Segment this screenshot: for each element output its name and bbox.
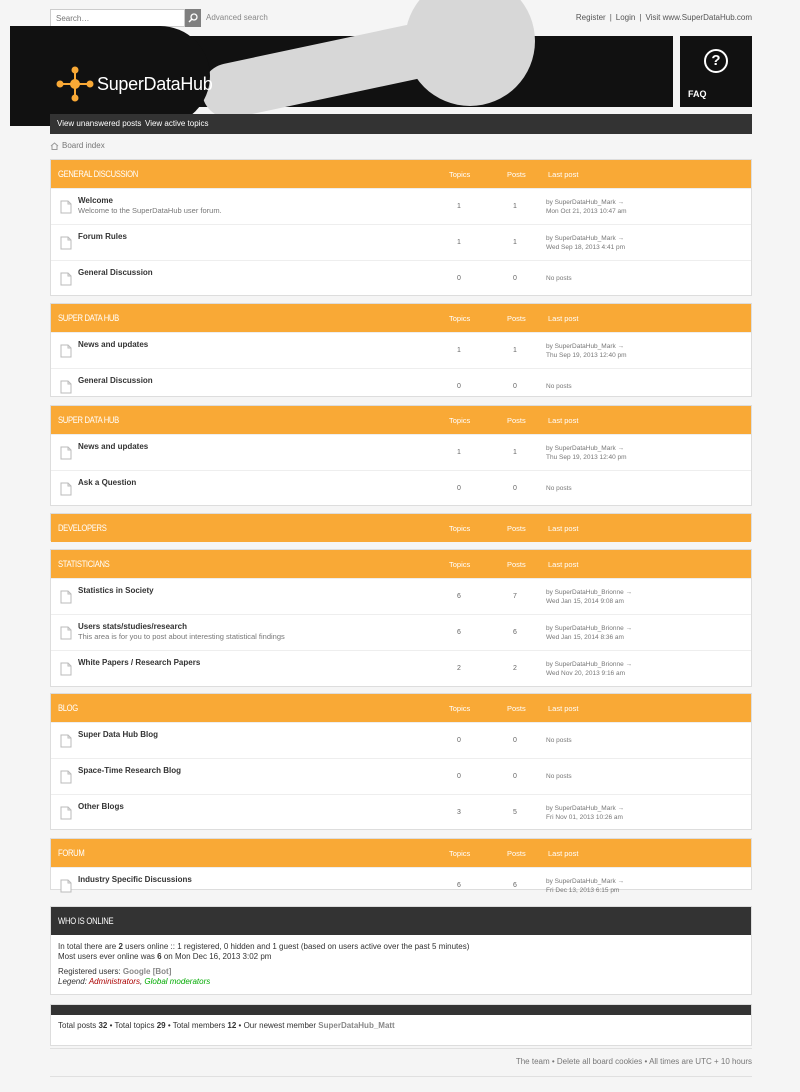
forum-row — [51, 794, 751, 830]
forum-read-icon — [59, 770, 73, 786]
divider — [50, 1076, 752, 1077]
topics-column-header: Topics — [449, 560, 471, 569]
forum-read-icon — [59, 482, 73, 498]
search-button[interactable] — [185, 9, 201, 27]
last-post-date: Wed Jan 15, 2014 9:08 am — [546, 598, 624, 605]
forum-read-icon — [59, 626, 73, 642]
section-header — [51, 514, 751, 542]
online-record: Most users ever online was 6 on Mon Dec 16, 2013 3:02 pm — [58, 952, 272, 961]
forum-title-link[interactable]: Ask a Question — [78, 478, 137, 487]
forum-row — [51, 470, 751, 506]
help-icon: ? — [704, 49, 728, 73]
online-body — [51, 935, 751, 994]
forum-row — [51, 650, 751, 686]
login-link[interactable]: Login — [615, 13, 636, 22]
goto-post-arrow-icon[interactable]: → — [617, 878, 625, 885]
forum-section — [50, 303, 752, 397]
forum-section — [50, 405, 752, 506]
section-title[interactable]: FORUM — [58, 848, 85, 858]
section-title[interactable]: DEVELOPERS — [58, 523, 107, 533]
section-header — [51, 406, 751, 434]
last-post-author[interactable]: by SuperDataHub_Mark → — [546, 805, 625, 812]
section-title[interactable]: SUPER DATA HUB — [58, 313, 119, 323]
who-is-online-panel — [50, 906, 752, 995]
topics-count: 0 — [457, 275, 461, 282]
last-post-author[interactable]: by SuperDataHub_Mark → — [546, 199, 625, 206]
section-title[interactable]: SUPER DATA HUB — [58, 415, 119, 425]
registered-users: Registered users: Google [Bot] — [58, 967, 172, 976]
last-post-author[interactable]: by SuperDataHub_Mark → — [546, 343, 625, 350]
topics-count: 6 — [457, 629, 461, 636]
section-header — [51, 550, 751, 578]
faq-button[interactable] — [680, 36, 752, 107]
forum-section — [50, 693, 752, 830]
forum-title-link[interactable]: News and updates — [78, 340, 149, 349]
section-title[interactable]: GENERAL DISCUSSION — [58, 169, 138, 179]
topics-count: 1 — [457, 449, 461, 456]
goto-post-arrow-icon[interactable]: → — [617, 805, 625, 812]
forum-read-icon — [59, 272, 73, 288]
nav-bar — [50, 114, 752, 134]
goto-post-arrow-icon[interactable]: → — [625, 589, 633, 596]
posts-count: 0 — [513, 275, 517, 282]
forum-title-link[interactable]: Forum Rules — [78, 232, 127, 241]
last-post-author[interactable]: by SuperDataHub_Brionne → — [546, 589, 633, 596]
posts-count: 1 — [513, 449, 517, 456]
visit-link[interactable]: Visit www.SuperDataHub.com — [645, 13, 752, 22]
search-input[interactable] — [50, 9, 185, 27]
last-post-column-header: Last post — [548, 170, 579, 179]
posts-column-header: Posts — [507, 170, 526, 179]
forum-row — [51, 224, 751, 260]
section-header — [51, 839, 751, 867]
last-post-date: Fri Nov 01, 2013 10:26 am — [546, 814, 623, 821]
forum-row — [51, 758, 751, 794]
last-post-author[interactable]: by SuperDataHub_Mark → — [546, 235, 625, 242]
unanswered-posts-link[interactable]: View unanswered posts — [57, 119, 142, 128]
forum-row — [51, 368, 751, 404]
legend-moderator-link[interactable]: Global moderators — [144, 977, 211, 986]
posts-count: 0 — [513, 485, 517, 492]
topics-count: 6 — [457, 593, 461, 600]
topics-column-header: Topics — [449, 849, 471, 858]
posts-count: 6 — [513, 629, 517, 636]
last-post-column-header: Last post — [548, 416, 579, 425]
forum-title-link[interactable]: Space-Time Research Blog — [78, 766, 182, 775]
topics-column-header: Topics — [449, 704, 471, 713]
goto-post-arrow-icon[interactable]: → — [617, 235, 625, 242]
last-post-author[interactable]: by SuperDataHub_Brionne → — [546, 625, 633, 632]
posts-count: 7 — [513, 593, 517, 600]
forum-title-link[interactable]: White Papers / Research Papers — [78, 658, 201, 667]
posts-count: 1 — [513, 239, 517, 246]
top-bar — [50, 9, 752, 27]
topics-count: 0 — [457, 383, 461, 390]
last-post-date: Thu Sep 19, 2013 12:40 pm — [546, 454, 627, 461]
topics-count: 0 — [457, 485, 461, 492]
section-header — [51, 304, 751, 332]
banner-decoration — [405, 0, 535, 106]
forum-read-icon — [59, 806, 73, 822]
forum-read-icon — [59, 344, 73, 360]
topics-count: 1 — [457, 347, 461, 354]
board-stats: Total posts 32 • Total topics 29 • Total members 12 • Our newest member SuperDataHub_Matt — [58, 1021, 395, 1030]
forum-section — [50, 159, 752, 296]
forum-row — [51, 332, 751, 368]
molecule-logo-icon — [56, 66, 94, 102]
separator: | — [639, 13, 642, 22]
board-index-link[interactable]: Board index — [62, 141, 105, 150]
no-posts-label: No posts — [546, 275, 572, 282]
posts-column-header: Posts — [507, 704, 526, 713]
last-post-date: Thu Sep 19, 2013 12:40 pm — [546, 352, 627, 359]
legend-admin-link[interactable]: Administrators — [88, 977, 140, 986]
forum-read-icon — [59, 662, 73, 678]
forum-title-link[interactable]: General Discussion — [78, 268, 153, 277]
posts-column-header: Posts — [507, 314, 526, 323]
last-post-column-header: Last post — [548, 524, 579, 533]
last-post-date: Wed Sep 18, 2013 4:41 pm — [546, 244, 626, 251]
forum-title-link[interactable]: Super Data Hub Blog — [78, 730, 159, 739]
section-header — [51, 694, 751, 722]
last-post-column-header: Last post — [548, 560, 579, 569]
forum-read-icon — [59, 446, 73, 462]
posts-count: 2 — [513, 665, 517, 672]
top-links — [576, 13, 752, 22]
topics-count: 0 — [457, 737, 461, 744]
last-post-author[interactable]: by SuperDataHub_Mark → — [546, 878, 625, 885]
topics-count: 0 — [457, 773, 461, 780]
no-posts-label: No posts — [546, 737, 572, 744]
goto-post-arrow-icon[interactable]: → — [617, 343, 625, 350]
topics-count: 2 — [457, 665, 461, 672]
forum-read-icon — [59, 734, 73, 750]
forum-title-link[interactable]: Other Blogs — [78, 802, 124, 811]
active-topics-link[interactable]: View active topics — [145, 119, 209, 128]
forum-section — [50, 838, 752, 894]
no-posts-label: No posts — [546, 383, 572, 390]
last-post-date: Mon Oct 21, 2013 10:47 am — [546, 208, 627, 215]
forum-title-link[interactable]: Welcome — [78, 196, 113, 205]
registered-user-link[interactable]: Google [Bot] — [122, 967, 172, 976]
goto-post-arrow-icon[interactable]: → — [625, 625, 633, 632]
forum-row — [51, 722, 751, 758]
goto-post-arrow-icon[interactable]: → — [617, 199, 625, 206]
board-stats-panel — [50, 1004, 752, 1046]
section-title[interactable]: BLOG — [58, 703, 78, 713]
last-post-date: Fri Dec 13, 2013 6:15 pm — [546, 887, 620, 894]
forum-section — [50, 549, 752, 687]
last-post-author[interactable]: by SuperDataHub_Brionne → — [546, 661, 633, 668]
forum-row — [51, 614, 751, 650]
forum-read-icon — [59, 236, 73, 252]
posts-column-header: Posts — [507, 849, 526, 858]
online-header — [51, 907, 751, 935]
site-logo[interactable] — [56, 66, 212, 102]
no-posts-label: No posts — [546, 485, 572, 492]
footer-links[interactable]: The team • Delete all board cookies • All times are UTC + 10 hours — [515, 1057, 752, 1066]
home-icon — [50, 142, 59, 150]
forum-description: Welcome to the SuperDataHub user forum. — [78, 206, 222, 215]
topics-count: 3 — [457, 809, 461, 816]
posts-column-header: Posts — [507, 416, 526, 425]
posts-column-header: Posts — [507, 560, 526, 569]
topics-count: 6 — [457, 882, 461, 889]
legend: Legend: Administrators, Global moderators — [58, 977, 211, 986]
register-link[interactable]: Register — [575, 13, 606, 22]
forum-title-link[interactable]: Users stats/studies/research — [78, 622, 187, 631]
posts-count: 6 — [513, 882, 517, 889]
forum-title-link[interactable]: Industry Specific Discussions — [78, 875, 192, 884]
forum-row — [51, 867, 751, 903]
newest-member-link[interactable]: SuperDataHub_Matt — [318, 1021, 395, 1030]
topics-column-header: Topics — [449, 524, 471, 533]
last-post-column-header: Last post — [548, 704, 579, 713]
forum-read-icon — [59, 380, 73, 396]
forum-title-link[interactable]: General Discussion — [78, 376, 153, 385]
forum-read-icon — [59, 200, 73, 216]
last-post-date: Wed Jan 15, 2014 8:36 am — [546, 634, 624, 641]
topics-count: 1 — [457, 239, 461, 246]
search-icon — [188, 13, 198, 23]
forum-read-icon — [59, 879, 73, 895]
posts-count: 1 — [513, 347, 517, 354]
forum-row — [51, 188, 751, 224]
last-post-column-header: Last post — [548, 314, 579, 323]
topics-count: 1 — [457, 203, 461, 210]
section-header — [51, 160, 751, 188]
posts-count: 0 — [513, 773, 517, 780]
divider — [50, 1048, 752, 1049]
no-posts-label: No posts — [546, 773, 572, 780]
goto-post-arrow-icon[interactable]: → — [617, 445, 625, 452]
advanced-search-link[interactable]: Advanced search — [206, 13, 268, 22]
last-post-date: Wed Nov 20, 2013 9:16 am — [546, 670, 626, 677]
topics-column-header: Topics — [449, 170, 471, 179]
forum-read-icon — [59, 590, 73, 606]
forum-section — [50, 513, 752, 541]
forum-row — [51, 260, 751, 296]
forum-row — [51, 578, 751, 614]
posts-count: 0 — [513, 737, 517, 744]
last-post-author[interactable]: by SuperDataHub_Mark → — [546, 445, 625, 452]
posts-count: 5 — [513, 809, 517, 816]
last-post-column-header: Last post — [548, 849, 579, 858]
topics-column-header: Topics — [449, 416, 471, 425]
forum-title-link[interactable]: Statistics in Society — [78, 586, 154, 595]
topics-column-header: Topics — [449, 314, 471, 323]
online-title: WHO IS ONLINE — [58, 916, 114, 926]
posts-count: 0 — [513, 383, 517, 390]
forum-row — [51, 434, 751, 470]
faq-label: FAQ — [688, 89, 707, 99]
posts-column-header: Posts — [507, 524, 526, 533]
section-title[interactable]: STATISTICIANS — [58, 559, 110, 569]
forum-title-link[interactable]: News and updates — [78, 442, 149, 451]
online-total: In total there are 2 users online :: 1 registered, 0 hidden and 1 guest (based on users active over the past 5 minutes) — [58, 942, 470, 951]
separator: | — [609, 13, 612, 22]
logo-text: SuperDataHub — [97, 73, 213, 94]
forum-description: This area is for you to post about interesting statistical findings — [78, 632, 285, 641]
breadcrumb — [50, 141, 105, 150]
goto-post-arrow-icon[interactable]: → — [625, 661, 633, 668]
posts-count: 1 — [513, 203, 517, 210]
